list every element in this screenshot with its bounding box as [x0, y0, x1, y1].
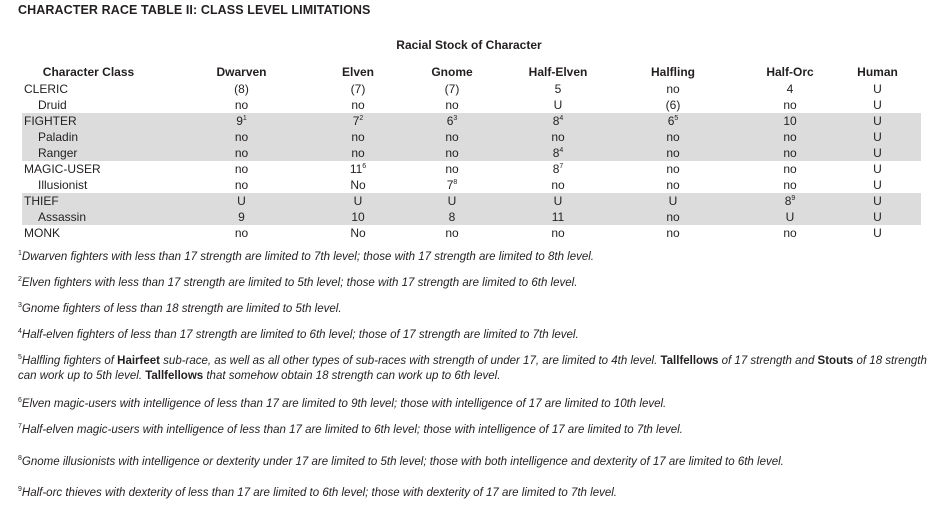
- class-name-cell: THIEF: [22, 193, 155, 209]
- class-name-cell: Illusionist: [38, 178, 88, 192]
- limit-cell: no: [600, 145, 746, 161]
- limit-cell: no: [666, 178, 680, 192]
- limit-cell: $7^2$: [328, 113, 388, 129]
- limit-cell: (8): [234, 82, 249, 96]
- limit-cell: no: [328, 129, 388, 145]
- table-row: [22, 209, 921, 225]
- limit-cell: U: [873, 178, 882, 192]
- limit-cell: $6^3$: [388, 113, 516, 129]
- racial-stock-label: Racial Stock of Character: [396, 38, 542, 52]
- limit-cell: no: [600, 129, 746, 145]
- table-row: [22, 129, 921, 145]
- limit-cell: $9^1$: [155, 113, 328, 129]
- footnote-ref: 1: [242, 115, 247, 122]
- class-name-cell: FIGHTER: [22, 113, 155, 129]
- footnote-ref: 7: [559, 163, 564, 170]
- class-name-cell: Ranger: [22, 145, 155, 161]
- limit-cell: $8^4$: [516, 145, 600, 161]
- limit-cell: U: [873, 98, 882, 112]
- limit-cell: no: [234, 162, 249, 176]
- footnote-ref: 9: [791, 195, 796, 202]
- header-cell: Human: [857, 65, 898, 79]
- class-name-cell: Druid: [38, 98, 67, 112]
- footnote: $^8$Gnome illusionists with intelligence or dexterity under 17 are limited to 5th level; those with both intelligence and dexterity of 17 are limited to 6th level.: [18, 455, 784, 468]
- header-cell: Gnome: [431, 65, 473, 79]
- limit-cell: (7): [444, 82, 460, 96]
- limit-cell: no: [234, 98, 249, 112]
- limit-cell: no: [388, 129, 516, 145]
- limit-cell: 11: [516, 209, 600, 225]
- limit-cell: no: [666, 226, 680, 240]
- limit-cell: U: [834, 145, 921, 161]
- limit-cell: no: [551, 226, 565, 240]
- limit-cell: $11^6$: [349, 162, 367, 176]
- footnote: $^6$Elven magic-users with intelligence of less than 17 are limited to 9th level; those with intelligence of 17 are limited to 10th level.: [18, 397, 667, 410]
- header-cell: Halfling: [651, 65, 695, 79]
- header-cell: Dwarven: [216, 65, 267, 79]
- limit-cell: no: [551, 178, 565, 192]
- limit-cell: $8^9$: [746, 193, 834, 209]
- limit-cell: $7^8$: [446, 178, 458, 192]
- limit-cell: (7): [350, 82, 366, 96]
- class-name-cell: MONK: [24, 226, 60, 240]
- class-name-cell: Paladin: [22, 129, 155, 145]
- footnote: $^4$Half-elven fighters of less than 17 strength are limited to 6th level; those of 17 strength are limited to 7th level.: [18, 328, 579, 341]
- class-name-cell: CLERIC: [24, 82, 69, 96]
- limit-cell: $8^4$: [516, 113, 600, 129]
- table-row: [22, 225, 921, 241]
- limit-cell: No: [350, 226, 366, 240]
- table-row: [22, 161, 921, 177]
- limit-cell: 10: [328, 209, 388, 225]
- limit-cell: U: [328, 193, 388, 209]
- limit-cell: U: [873, 162, 882, 176]
- limit-cell: U: [834, 209, 921, 225]
- limit-cell: U: [155, 193, 328, 209]
- header-cell: Half-Elven: [528, 65, 588, 79]
- limit-cell: no: [445, 98, 459, 112]
- limit-cell: no: [351, 98, 365, 112]
- limit-cell: $8^7$: [552, 162, 564, 176]
- limit-cell: 5: [554, 82, 562, 96]
- limit-cell: U: [834, 193, 921, 209]
- limit-cell: no: [155, 145, 328, 161]
- table-row: [22, 177, 921, 193]
- limit-cell: U: [516, 193, 600, 209]
- limit-cell: 9: [155, 209, 328, 225]
- footnote-ref: 5: [674, 115, 679, 122]
- limit-cell: no: [445, 226, 459, 240]
- limit-cell: 4: [786, 82, 794, 96]
- footnote: $^3$Gnome fighters of less than 18 strength are limited to 5th level.: [18, 302, 342, 315]
- limit-cell: no: [746, 145, 834, 161]
- header-cell: Elven: [341, 65, 374, 79]
- class-name-cell: Assassin: [22, 209, 155, 225]
- limit-cell: 8: [388, 209, 516, 225]
- limit-cell: U: [873, 82, 882, 96]
- limit-cell: no: [783, 226, 797, 240]
- footnote: $^1$Dwarven fighters with less than 17 strength are limited to 7th level; those with 17 strength are limited to 8th level.: [18, 250, 595, 263]
- limit-cell: no: [234, 226, 249, 240]
- limit-cell: no: [746, 129, 834, 145]
- footnote: $^9$Half-orc thieves with dexterity of less than 17 are limited to 6th level; those with dexterity of 17 are limited to 7th level.: [18, 486, 617, 499]
- limit-cell: U: [600, 193, 746, 209]
- table-row: [22, 145, 921, 161]
- footnote-ref: 4: [559, 115, 564, 122]
- limit-cell: U: [834, 113, 921, 129]
- limit-cell: U: [834, 129, 921, 145]
- header-cell: Character Class: [42, 65, 135, 79]
- class-name-cell: MAGIC-USER: [24, 162, 101, 176]
- table-row: [22, 97, 921, 113]
- limit-cell: no: [783, 98, 797, 112]
- limit-cell: no: [666, 82, 680, 96]
- limit-cell: no: [445, 162, 459, 176]
- limit-cell: 10: [746, 113, 834, 129]
- footnote: $^7$Half-elven magic-users with intelligence of less than 17 are limited to 6th level; those with intelligence of 17 are limited to 7th level.: [18, 423, 683, 436]
- footnote: $^2$Elven fighters with less than 17 strength are limited to 5th level; those with 17 strength are limited to 6th level.: [18, 276, 578, 289]
- limit-cell: no: [328, 145, 388, 161]
- limit-cell: $6^5$: [600, 113, 746, 129]
- footnote-ref: 3: [453, 115, 458, 122]
- limit-cell: no: [666, 162, 680, 176]
- limit-cell: (6): [665, 98, 681, 112]
- table-subtitle: [0, 38, 940, 52]
- table-title: CHARACTER RACE TABLE II: CLASS LEVEL LIMITATIONS: [18, 3, 371, 17]
- footnote: $^5$Halfling fighters of Hairfeet sub-race, as well as all other types of sub-races with strength of under 17, are limited to 4th level. Tallfellows of 17 strength and Stouts of 18 strength can work up to 5th level. Tallfellows that somehow obtain 18 strength can work up to 6th level.: [18, 354, 927, 382]
- limit-cell: U: [873, 226, 882, 240]
- limit-cell: no: [516, 129, 600, 145]
- header-row: [22, 64, 921, 81]
- limit-cell: no: [155, 129, 328, 145]
- footnote-ref: 6: [362, 163, 367, 170]
- footnote-ref: 8: [453, 179, 458, 186]
- limit-cell: no: [388, 145, 516, 161]
- table-row: [22, 193, 921, 209]
- table-row: [22, 113, 921, 129]
- footnote-ref: 2: [359, 115, 364, 122]
- limit-cell: no: [783, 178, 797, 192]
- footnote-ref: 4: [559, 147, 564, 154]
- limit-cell: U: [746, 209, 834, 225]
- table-row: [22, 81, 921, 97]
- class-level-table: [22, 64, 921, 241]
- limit-cell: no: [234, 178, 249, 192]
- limit-cell: No: [350, 178, 366, 192]
- limit-cell: U: [553, 98, 563, 112]
- header-cell: Half-Orc: [766, 65, 814, 79]
- limit-cell: no: [600, 209, 746, 225]
- limit-cell: no: [783, 162, 797, 176]
- limit-cell: U: [388, 193, 516, 209]
